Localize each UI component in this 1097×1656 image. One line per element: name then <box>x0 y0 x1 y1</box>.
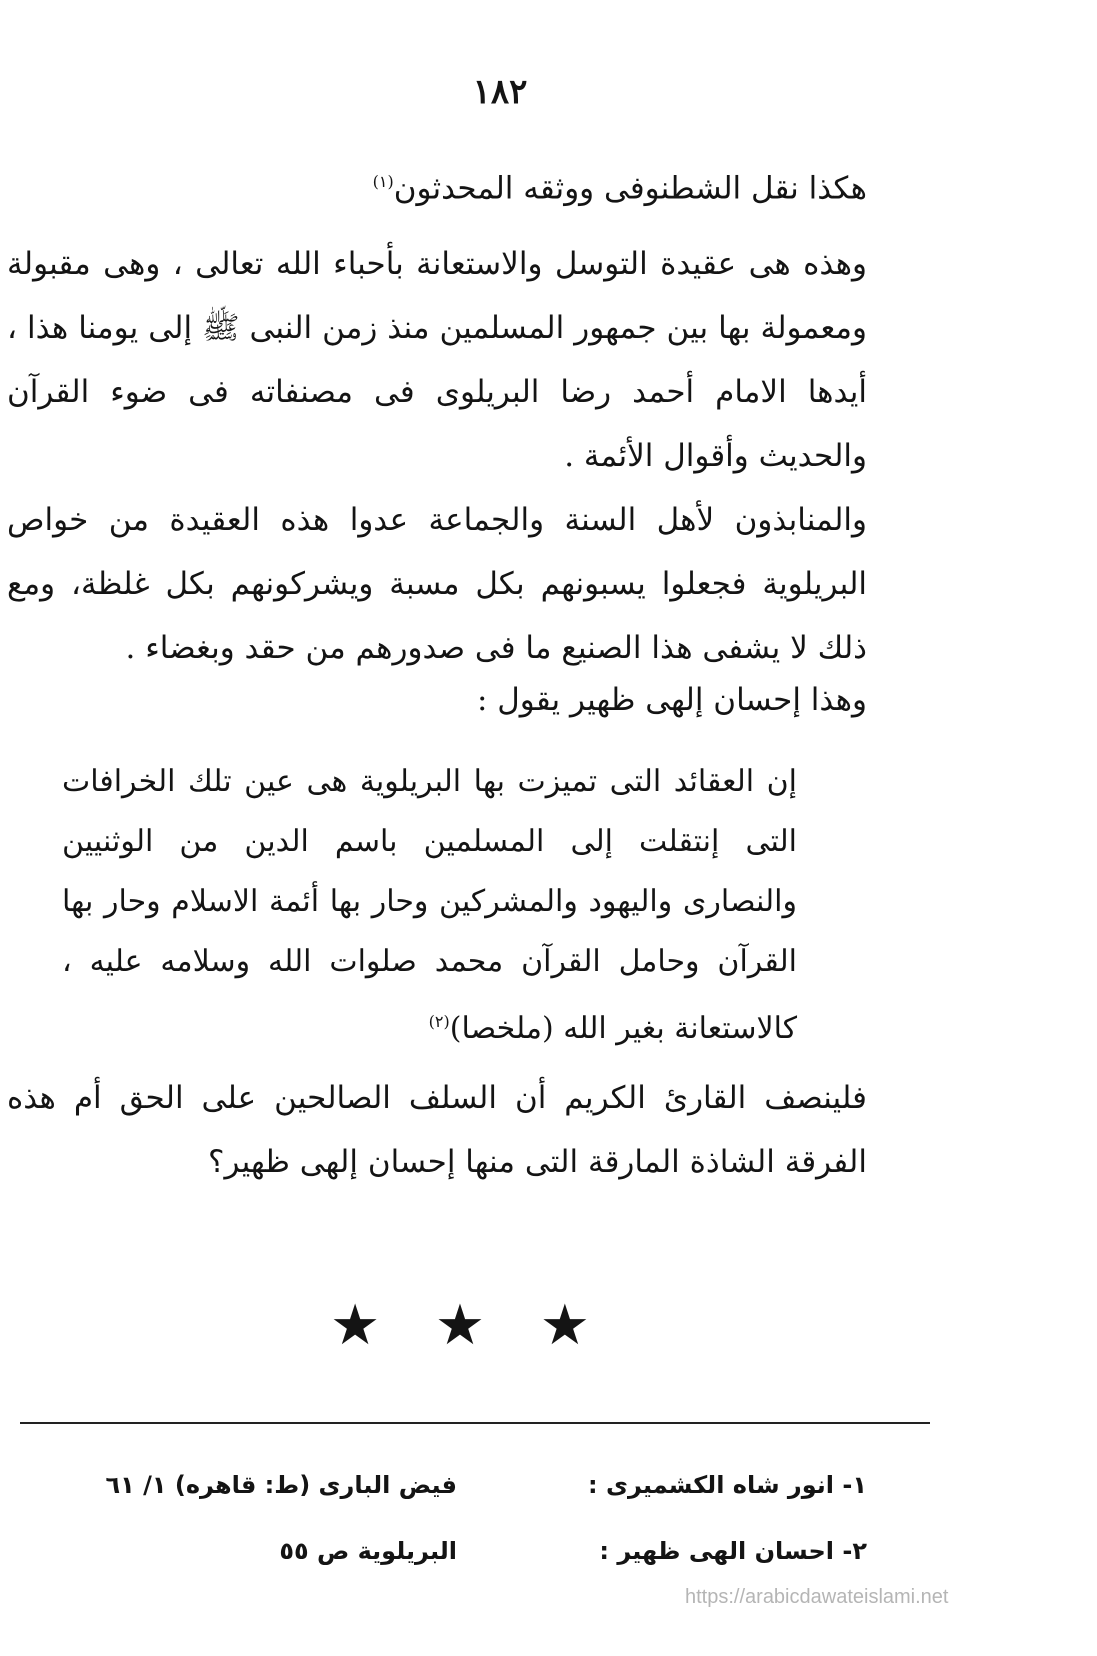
paragraph-tawassul: وهذه هى عقيدة التوسل والاستعانة بأحباء الله تعالى ، وهى مقبولة ومعمولة بها بين جمهور المسلمين منذ زمن النبى ﷺ إلى يومنا هذا ، أيدها الامام أحمد رضا البريلوى فى مصنفاته فى ضوء القرآن والحديث وأقوال الأئمة . <box>7 246 867 474</box>
footnote-2-label <box>599 1536 867 1566</box>
footnote-number: ١- <box>842 1471 867 1499</box>
section-divider-stars <box>330 1293 590 1358</box>
footnote-author: احسان الهى ظهير : <box>599 1537 835 1565</box>
star-icon: ★ <box>539 1293 590 1358</box>
quote-intro: وهذا إحسان إلهى ظهير يقول : <box>476 682 867 718</box>
quote-footnote-ref: (٢) <box>428 1012 450 1031</box>
block-quote <box>62 752 797 1059</box>
section-heading <box>373 162 867 208</box>
footnote-2-source: البريلوية ص ٥٥ <box>279 1537 457 1565</box>
footnote-1-source: فيض البارى (ط: قاهره) ١/ ٦١ <box>105 1471 457 1499</box>
heading-footnote-ref: (١) <box>372 172 394 191</box>
watermark-url: https://arabicdawateislami.net <box>685 1586 949 1608</box>
footnote-separator <box>20 1422 930 1424</box>
footnote-author: انور شاه الكشميرى : <box>588 1471 835 1499</box>
footnote-1-label <box>588 1470 867 1500</box>
quote-text: إن العقائد التى تميزت بها البريلوية هى عين تلك الخرافات التى إنتقلت إلى المسلمين باسم الدين من الوثنيين والنصارى واليهود والمشركين وحار بها أئمة الاسلام وحار بها القرآن وحامل القرآن محمد صلوات الله وسلامه عليه ، كالاستعانة بغير الله (ملخصا) <box>62 764 797 1046</box>
paragraph-conclusion: فلينصف القارئ الكريم أن السلف الصالحين على الحق أم هذه الفرقة الشاذة المارقة التى منها إحسان إلهى ظهير؟ <box>7 1080 867 1180</box>
footnote-number: ٢- <box>842 1537 867 1565</box>
heading-text: هكذا نقل الشطنوفى ووثقه المحدثون <box>393 170 867 207</box>
star-icon: ★ <box>330 1293 381 1358</box>
paragraph-opponents: والمنابذون لأهل السنة والجماعة عدوا هذه العقيدة من خواص البريلوية فجعلوا يسبونهم بكل مسبة ويشركونهم بكل غلظة، ومع ذلك لا يشفى هذا الصنيع ما فى صدورهم من حقد وبغضاء . <box>7 502 867 666</box>
page-number: ١٨٢ <box>472 72 528 112</box>
star-icon: ★ <box>434 1293 486 1358</box>
